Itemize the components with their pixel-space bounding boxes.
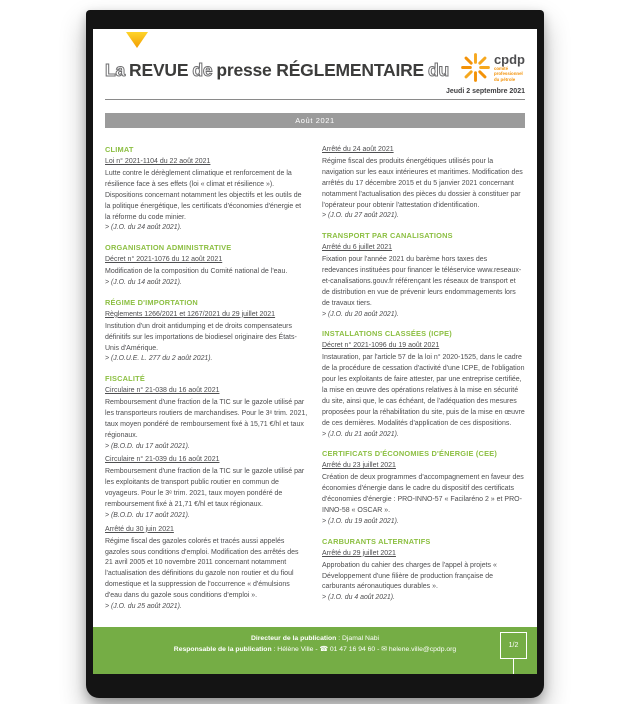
section <box>105 243 308 289</box>
entry-title: Arrêté du 6 juillet 2021 <box>322 244 393 252</box>
entry-body: Création de deux programmes d'accompagnement en faveur des économies d'énergie dans le cadre du dispositif des certificats d'économies d'énergie : PRO-INNO-57 « Facilaréno 2 » et PRO-INNO-58 « OSCAR ». <box>322 474 524 515</box>
mail-icon: ✉ <box>381 645 389 653</box>
entry-body: Remboursement d'une fraction de la TIC sur le gazole utilisé par les exploitants de transport public routier en commun de voyageurs. Pour le 3ᵉ trim. 2021, taux moyen pondéré de remboursement fixé à 21,71 €/hl et taux régionaux. <box>105 468 305 509</box>
entry-title: Décret n° 2021-1096 du 19 août 2021 <box>322 342 440 350</box>
title-word: du <box>428 60 450 80</box>
entry-ref: > (J.O. du 24 août 2021). <box>105 224 182 232</box>
starburst-icon <box>460 52 491 83</box>
section-heading: CERTIFICATS D'ÉCONOMIES D'ÉNERGIE (CEE) <box>322 449 498 459</box>
entry-ref: > (J.O. du 21 août 2021). <box>322 430 399 438</box>
title-word: presse RÉGLEMENTAIRE <box>216 60 425 80</box>
section <box>105 298 308 365</box>
section-heading: FISCALITÉ <box>105 374 145 384</box>
manager-label: Responsable de la publication <box>173 645 272 653</box>
entry-title: Règlements 1266/2021 et 1267/2021 du 29 juillet 2021 <box>105 310 276 318</box>
director-label: Directeur de la publication <box>250 635 337 642</box>
column-right <box>322 145 525 622</box>
section <box>322 449 525 527</box>
footer-separator: - <box>375 645 382 653</box>
section <box>322 537 525 604</box>
section <box>322 231 525 320</box>
section-heading: INSTALLATIONS CLASSÉES (ICPE) <box>322 329 452 339</box>
logo-wordmark: cpdp <box>493 52 525 68</box>
entry-body: Instauration, par l'article 57 de la loi n° 2020-1525, dans le cadre de la procédure de cessation d'activité d'une ICPE, de l'obligation pour les exploitants de faire attester, par une entreprise certifiée, la mise en œuvre des opérations relatives à la mise en sécurité du site, ainsi que, le cas échéant, de l'adéquation des mesures proposées pour la réhabilitation du site, puis de la mise en œuvre de ces dernières. Modalités d'application de ces dispositions. <box>322 354 525 427</box>
title-word: REVUE <box>129 60 189 80</box>
entry-title: Loi n° 2021-1104 du 22 août 2021 <box>105 158 211 165</box>
content-columns <box>93 145 537 622</box>
entry-body: Approbation du cahier des charges de l'appel à projets « Développement d'une filière de production française de carburants aéronautiques durables ». <box>322 561 497 591</box>
section-heading: ORGANISATION ADMINISTRATIVE <box>105 243 232 253</box>
brand-triangle-icon <box>126 32 148 48</box>
entry-body: Régime fiscal des produits énergétiques utilisés pour la navigation sur les eaux intérieures et maritimes. Modification des arrêtés du 17 décembre 2015 et du 5 janvier 2021 concernant notamment l'actualisation des pièces du dossier à constituer par l'opérateur pour obtenir l'attestation d'identification. <box>322 157 523 209</box>
section-heading: CLIMAT <box>105 145 134 154</box>
manager-value: : Hélène Ville - <box>271 645 320 653</box>
entry-ref: > (J.O.U.E. L. 277 du 2 août 2021). <box>105 355 213 363</box>
entry-title: Arrêté du 30 juin 2021 <box>105 525 174 533</box>
entry-body: Fixation pour l'année 2021 du barème hors taxes des redevances instituées pour financer le téléservice www.reseaux-et-canalisations.gouv.fr référençant les réseaux de transport et de distribution en vue de prévenir leurs endommagements lors de travaux tiers. <box>322 256 522 307</box>
entry-ref: > (J.O. du 27 août 2021). <box>322 212 399 220</box>
page-header <box>93 32 537 95</box>
entry-ref: > (J.O. du 20 août 2021). <box>322 310 399 318</box>
section <box>322 145 525 222</box>
entry-title: Arrêté du 23 juillet 2021 <box>322 462 396 470</box>
phone-number: 01 47 16 94 60 <box>329 645 376 653</box>
section <box>105 145 308 234</box>
entry-ref: > (J.O. du 25 août 2021). <box>105 603 182 611</box>
column-left <box>105 145 308 622</box>
footer-director-line <box>93 634 537 645</box>
footer-manager-line <box>93 645 537 656</box>
entry-title: Arrêté du 24 août 2021 <box>322 146 394 153</box>
entry-body: Lutte contre le dérèglement climatique et renforcement de la résilience face à ses effets (loi « climat et résilience »). Dispositions concernant notamment les objectifs et les outils de la politique énergétique, les certificats d'économies d'énergie et la réforme du code minier. <box>105 169 302 221</box>
entry-body: Modification de la composition du Comité national de l'eau. <box>105 268 288 276</box>
entry-ref: > (B.O.D. du 17 août 2021). <box>105 512 190 519</box>
entry-title: Circulaire n° 21-038 du 16 août 2021 <box>105 387 220 395</box>
entry-body: Institution d'un droit antidumping et de droits compensateurs définitifs sur les importations de biodiesel originaire des États-Unis d'Amérique. <box>105 322 297 352</box>
cpdp-logo <box>460 52 525 83</box>
page-number-box: 1/2 <box>500 632 527 659</box>
device-frame <box>86 10 544 698</box>
section-heading: RÉGIME D'IMPORTATION <box>105 297 198 307</box>
entry-body: Régime fiscal des gazoles colorés et tracés aussi appelés gazoles sous conditions d'emploi. Modification des arrêtés des 21 avril 2005 et 10 novembre 2011 concernant notamment l'actualisation des définitions du gazole non routier et du fioul domestique et la suppression de l'occurrence « d'émulsions d'eau dans du gazole sous conditions d'emploi ». <box>105 537 299 600</box>
section <box>105 374 308 613</box>
entry-title: Arrêté du 29 juillet 2021 <box>322 549 396 557</box>
director-value: : Djamal Nabi <box>336 635 380 642</box>
entry-body: Remboursement d'une fraction de la TIC sur le gazole utilisé par les transporteurs routiers de marchandises. Pour le 3ᵉ trim. 2021, taux moyen pondéré de remboursement fixé à 15,71 €/hl et taux régionaux. <box>105 399 308 439</box>
period-bar: Août 2021 <box>105 113 525 128</box>
footer-lines <box>93 627 537 656</box>
entry-ref: > (J.O. du 14 août 2021). <box>105 279 182 287</box>
section-heading: TRANSPORT PAR CANALISATIONS <box>322 231 453 241</box>
footer-bar <box>93 627 537 674</box>
phone-icon: ☎ <box>319 645 330 653</box>
entry-ref: > (J.O. du 4 août 2021). <box>322 594 395 602</box>
page-title <box>105 60 453 81</box>
section <box>322 329 525 440</box>
entry-ref: > (B.O.D. du 17 août 2021). <box>105 442 190 450</box>
email-text: helene.ville@cpdp.org <box>388 645 457 653</box>
publication-date: Jeudi 2 septembre 2021 <box>446 88 525 95</box>
section-heading: CARBURANTS ALTERNATIFS <box>322 536 431 546</box>
entry-ref: > (J.O. du 19 août 2021). <box>322 517 399 525</box>
title-word: La <box>105 60 126 80</box>
document-page <box>93 29 537 674</box>
entry-title: Circulaire n° 21-039 du 16 août 2021 <box>105 456 220 464</box>
logo-subtitle: comité professionnel du pétrole <box>493 66 523 82</box>
title-word: de <box>192 60 213 80</box>
entry-title: Décret n° 2021-1076 du 12 août 2021 <box>105 256 223 264</box>
header-rule <box>105 99 525 100</box>
